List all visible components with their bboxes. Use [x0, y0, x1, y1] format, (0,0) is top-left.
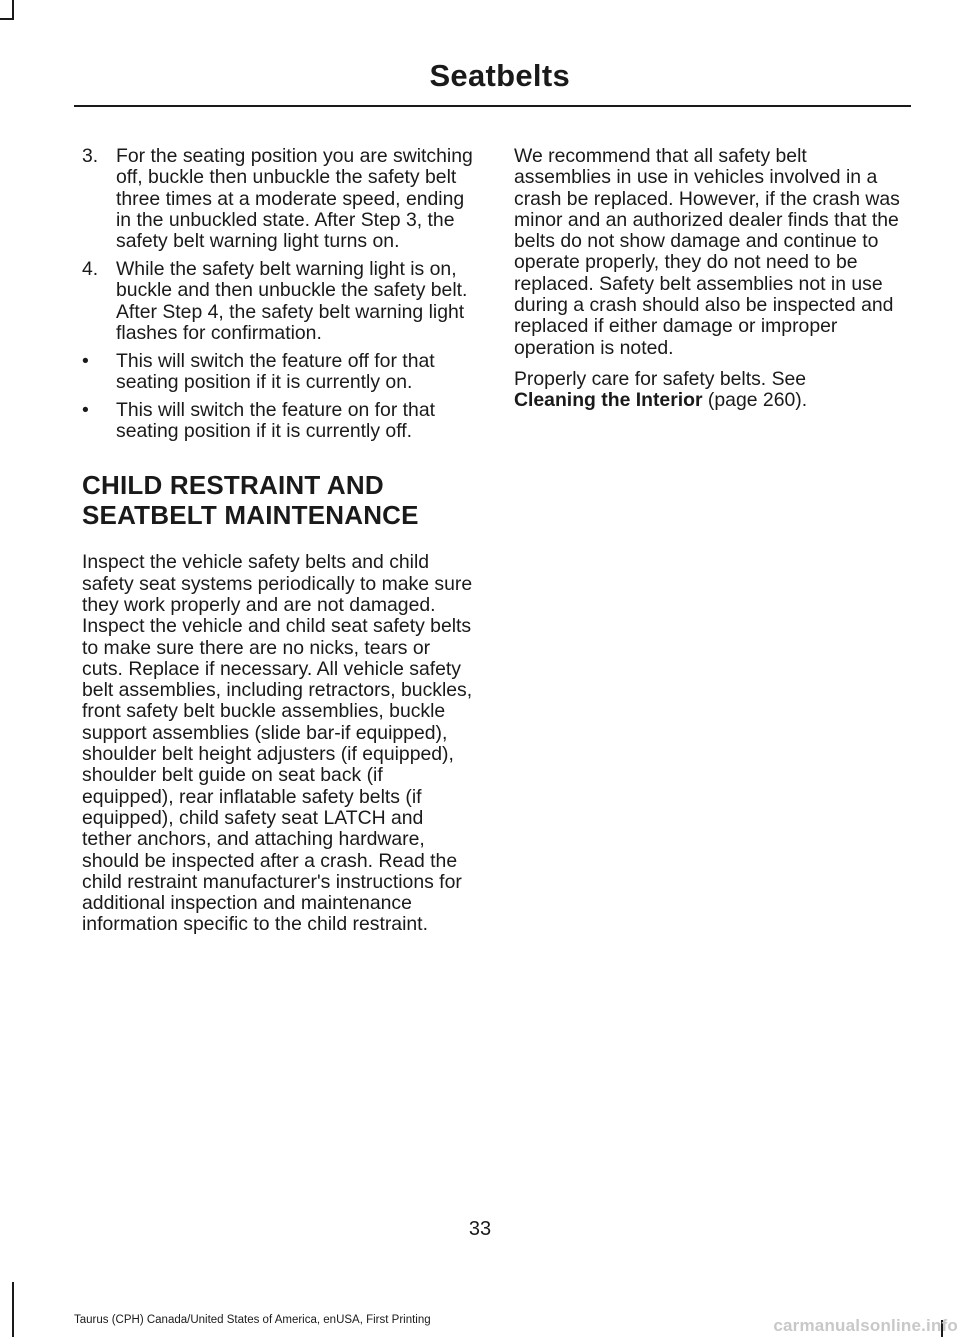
numbered-step — [82, 146, 476, 252]
bullet-item — [82, 400, 476, 443]
page-reference: (page 260). — [702, 389, 808, 412]
replacement-paragraph: We recommend that all safety belt assemblies in use in vehicles involved in a crash be replaced. However, if the crash was minor and an authorized dealer finds that the belts do not show damage and continue to operate properly, they do not need to be replaced. Safety belt assemblies not in use during a crash should also be inspected and replaced if either damage or improper operation is noted. — [514, 145, 900, 359]
step-number: 3. — [82, 145, 99, 167]
crop-mark-top-left-vertical — [12, 0, 14, 20]
crop-mark-bottom-left — [12, 1282, 14, 1337]
step-number: 4. — [82, 257, 99, 280]
right-column — [514, 146, 908, 422]
edition-footer: Taurus (CPH) Canada/United States of America, enUSA, First Printing — [74, 1314, 431, 1326]
maintenance-paragraph: Inspect the vehicle safety belts and child safety seat systems periodically to make sure they work properly and are not damaged. Inspect the vehicle and child seat safety belts to make sure there are no nicks, tears or cuts. Replace if necessary. All vehicle safety belt assemblies, including retractors, buckles, front safety belt buckle assemblies, buckle support assemblies (slide bar-if equipped), shoulder belt height adjusters (if equipped), shoulder belt guide on seat back (if equipped), rear inflatable safety belts (if equipped), child safety seat LATCH and tether anchors, and attaching hardware, should be inspected after a crash. Read the child restraint manufacturer's instructions for additional inspection and maintenance information specific to the child restraint. — [82, 551, 473, 936]
care-paragraph — [514, 369, 908, 412]
bullet-text: This will switch the feature on for that seating position if it is currently off. — [116, 398, 436, 443]
cleaning-interior-link[interactable]: Cleaning the Interior — [514, 389, 703, 412]
section-heading-line: SEATBELT MAINTENANCE — [82, 500, 419, 531]
section-heading — [82, 470, 476, 530]
step-text: For the seating position you are switching off, buckle then unbuckle the safety belt three times at a moderate speed, ending in the unbuckled state. After Step 3, the safety belt warning light turns on. — [116, 145, 473, 253]
crop-mark-top-left-horizontal — [0, 18, 14, 20]
bullet-icon: • — [82, 398, 89, 421]
care-text: Properly care for safety belts. See — [514, 367, 807, 390]
numbered-step — [82, 259, 476, 344]
bullet-item — [82, 351, 476, 394]
header-divider — [74, 105, 911, 107]
page-title: Seatbelts — [429, 58, 570, 93]
page-number: 33 — [468, 1218, 492, 1240]
watermark: carmanualsonline.info — [773, 1316, 958, 1335]
section-heading-line: CHILD RESTRAINT AND — [82, 470, 384, 501]
left-column — [82, 146, 476, 946]
bullet-icon: • — [82, 349, 89, 372]
step-text: While the safety belt warning light is on, buckle and then unbuckle the safety belt. After Step 4, the safety belt warning light flashes for confirmation. — [116, 257, 468, 344]
bullet-text: This will switch the feature off for that seating position if it is currently on. — [116, 349, 435, 393]
